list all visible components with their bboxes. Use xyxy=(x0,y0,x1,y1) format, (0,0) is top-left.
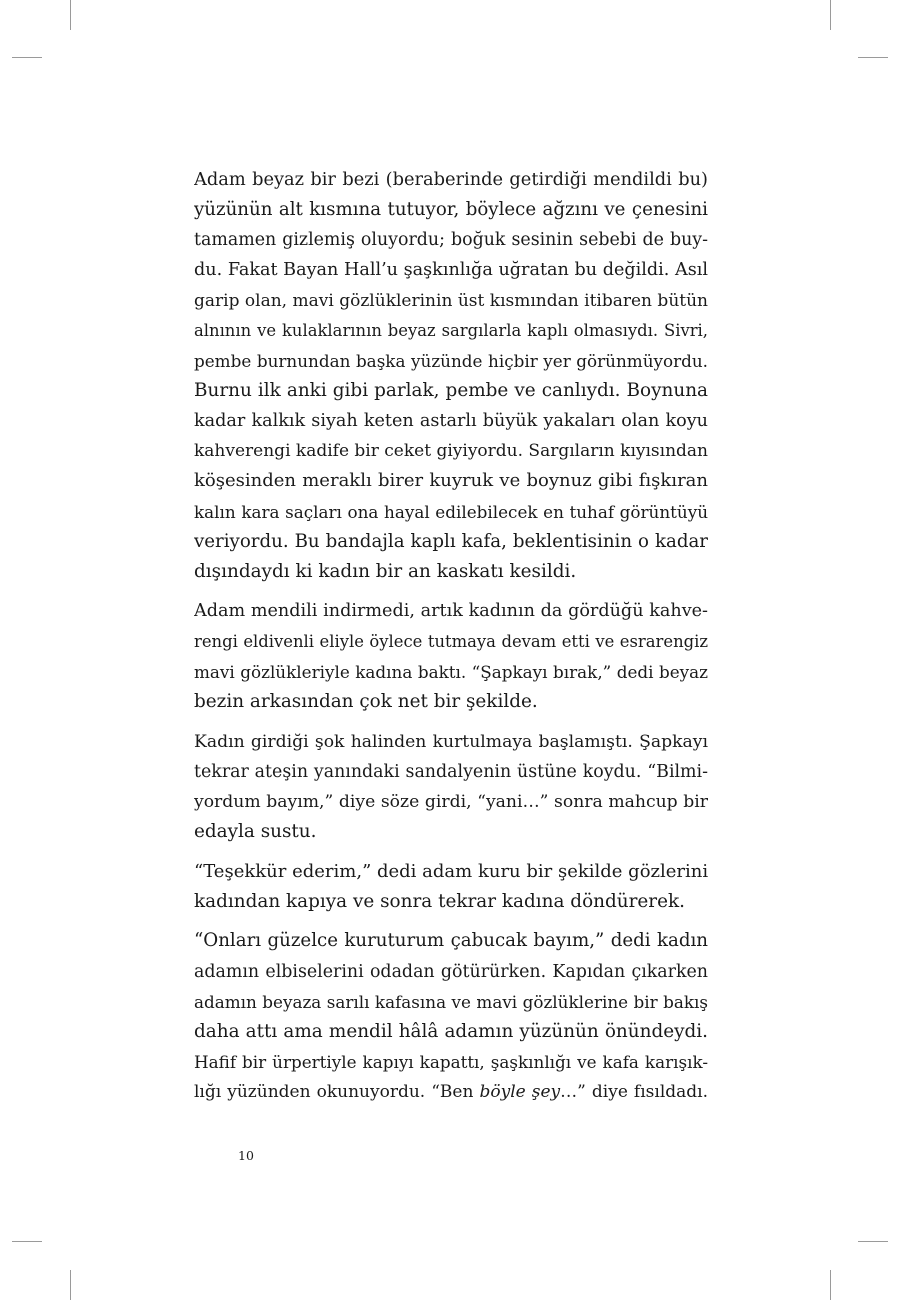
text-line-final xyxy=(194,1077,708,1107)
text-line: mavi gözlükleriyle kadına baktı. “Şapkayı bırak,” dedi beyaz xyxy=(194,661,708,682)
text-line: kahverengi kadife bir ceket giyiyordu. Sargıların kıyısından xyxy=(194,441,708,462)
text-line: bezin arkasından çok net bir şekilde. xyxy=(194,690,538,712)
crop-mark xyxy=(830,1270,831,1300)
text-line: tekrar ateşin yanındaki sandalyenin üstüne koydu. “Bilmi- xyxy=(194,761,708,782)
crop-mark xyxy=(70,1270,71,1300)
text-line: Burnu ilk anki gibi parlak, pembe ve canlıydı. Boynuna xyxy=(194,379,708,401)
text-line: “Onları güzelce kuruturum çabucak bayım,” dedi kadın xyxy=(194,930,708,952)
text-line: tamamen gizlemiş oluyordu; boğuk sesinin sebebi de buy- xyxy=(194,230,708,251)
text-line: Adam beyaz bir bezi (beraberinde getirdiği mendildi bu) xyxy=(194,169,708,190)
text-line: Adam mendili indirmedi, artık kadının da gördüğü kahve- xyxy=(194,601,708,622)
text-line: yordum bayım,” diye söze girdi, “yani…” sonra mahcup bir xyxy=(194,791,708,812)
text-line: alnının ve kulaklarının beyaz sargılarla kaplı olmasıydı. Sivri, xyxy=(194,320,708,340)
text-line: adamın beyaza sarılı kafasına ve mavi gözlüklerine bir bakış xyxy=(194,991,708,1012)
crop-mark xyxy=(830,0,831,30)
text-segment: lığı yüzünden okunuyordu. “Ben xyxy=(194,1082,480,1103)
text-line: rengi eldivenli eliyle öylece tutmaya devam etti ve esrarengiz xyxy=(194,631,708,651)
crop-mark xyxy=(70,0,71,30)
text-line: kalın kara saçları ona hayal edilebilecek en tuhaf görüntüyü xyxy=(194,501,708,522)
text-line: Kadın girdiği şok halinden kurtulmaya başlamıştı. Şapkayı xyxy=(194,731,708,752)
italic-text: böyle şey xyxy=(479,1082,561,1103)
text-line: köşesinden meraklı birer kuyruk ve boynuz gibi fışkıran xyxy=(194,470,708,492)
text-line: du. Fakat Bayan Hall’u şaşkınlığa uğratan bu değildi. Asıl xyxy=(194,260,708,281)
paragraph xyxy=(194,165,708,587)
body-text xyxy=(194,165,708,1117)
text-line: Hafif bir ürpertiyle kapıyı kapattı, şaşkınlığı ve kafa karışık- xyxy=(194,1051,708,1072)
text-line: veriyordu. Bu bandajla kaplı kafa, beklentisinin o kadar xyxy=(194,530,708,552)
crop-mark xyxy=(858,57,888,58)
text-line: daha attı ama mendil hâlâ adamın yüzünün önündeydi. xyxy=(194,1020,708,1042)
text-line: garip olan, mavi gözlüklerinin üst kısmından itibaren bütün xyxy=(194,290,708,311)
text-line: pembe burnundan başka yüzünde hiçbir yer görünmüyordu. xyxy=(194,350,708,371)
paragraph xyxy=(194,727,708,848)
paragraph xyxy=(194,926,708,1107)
text-line: kadından kapıya ve sonra tekrar kadına döndürerek. xyxy=(194,890,685,912)
crop-mark xyxy=(858,1241,888,1242)
text-line: adamın elbiselerini odadan götürürken. Kapıdan çıkarken xyxy=(194,961,708,982)
text-line: dışındaydı ki kadın bir an kaskatı kesildi. xyxy=(194,560,577,582)
crop-mark xyxy=(12,1241,42,1242)
paragraph xyxy=(194,596,708,717)
text-line: kadar kalkık siyah keten astarlı büyük yakaları olan koyu xyxy=(194,411,708,432)
text-line: “Teşekkür ederim,” dedi adam kuru bir şekilde gözlerini xyxy=(194,860,708,882)
text-line: edayla sustu. xyxy=(194,820,317,842)
page-number: 10 xyxy=(238,1148,254,1163)
crop-mark xyxy=(12,57,42,58)
paragraph xyxy=(194,857,708,917)
text-line: yüzünün alt kısmına tutuyor, böylece ağzını ve çenesini xyxy=(194,199,708,221)
text-segment: …” diye fısıldadı. xyxy=(560,1082,708,1103)
